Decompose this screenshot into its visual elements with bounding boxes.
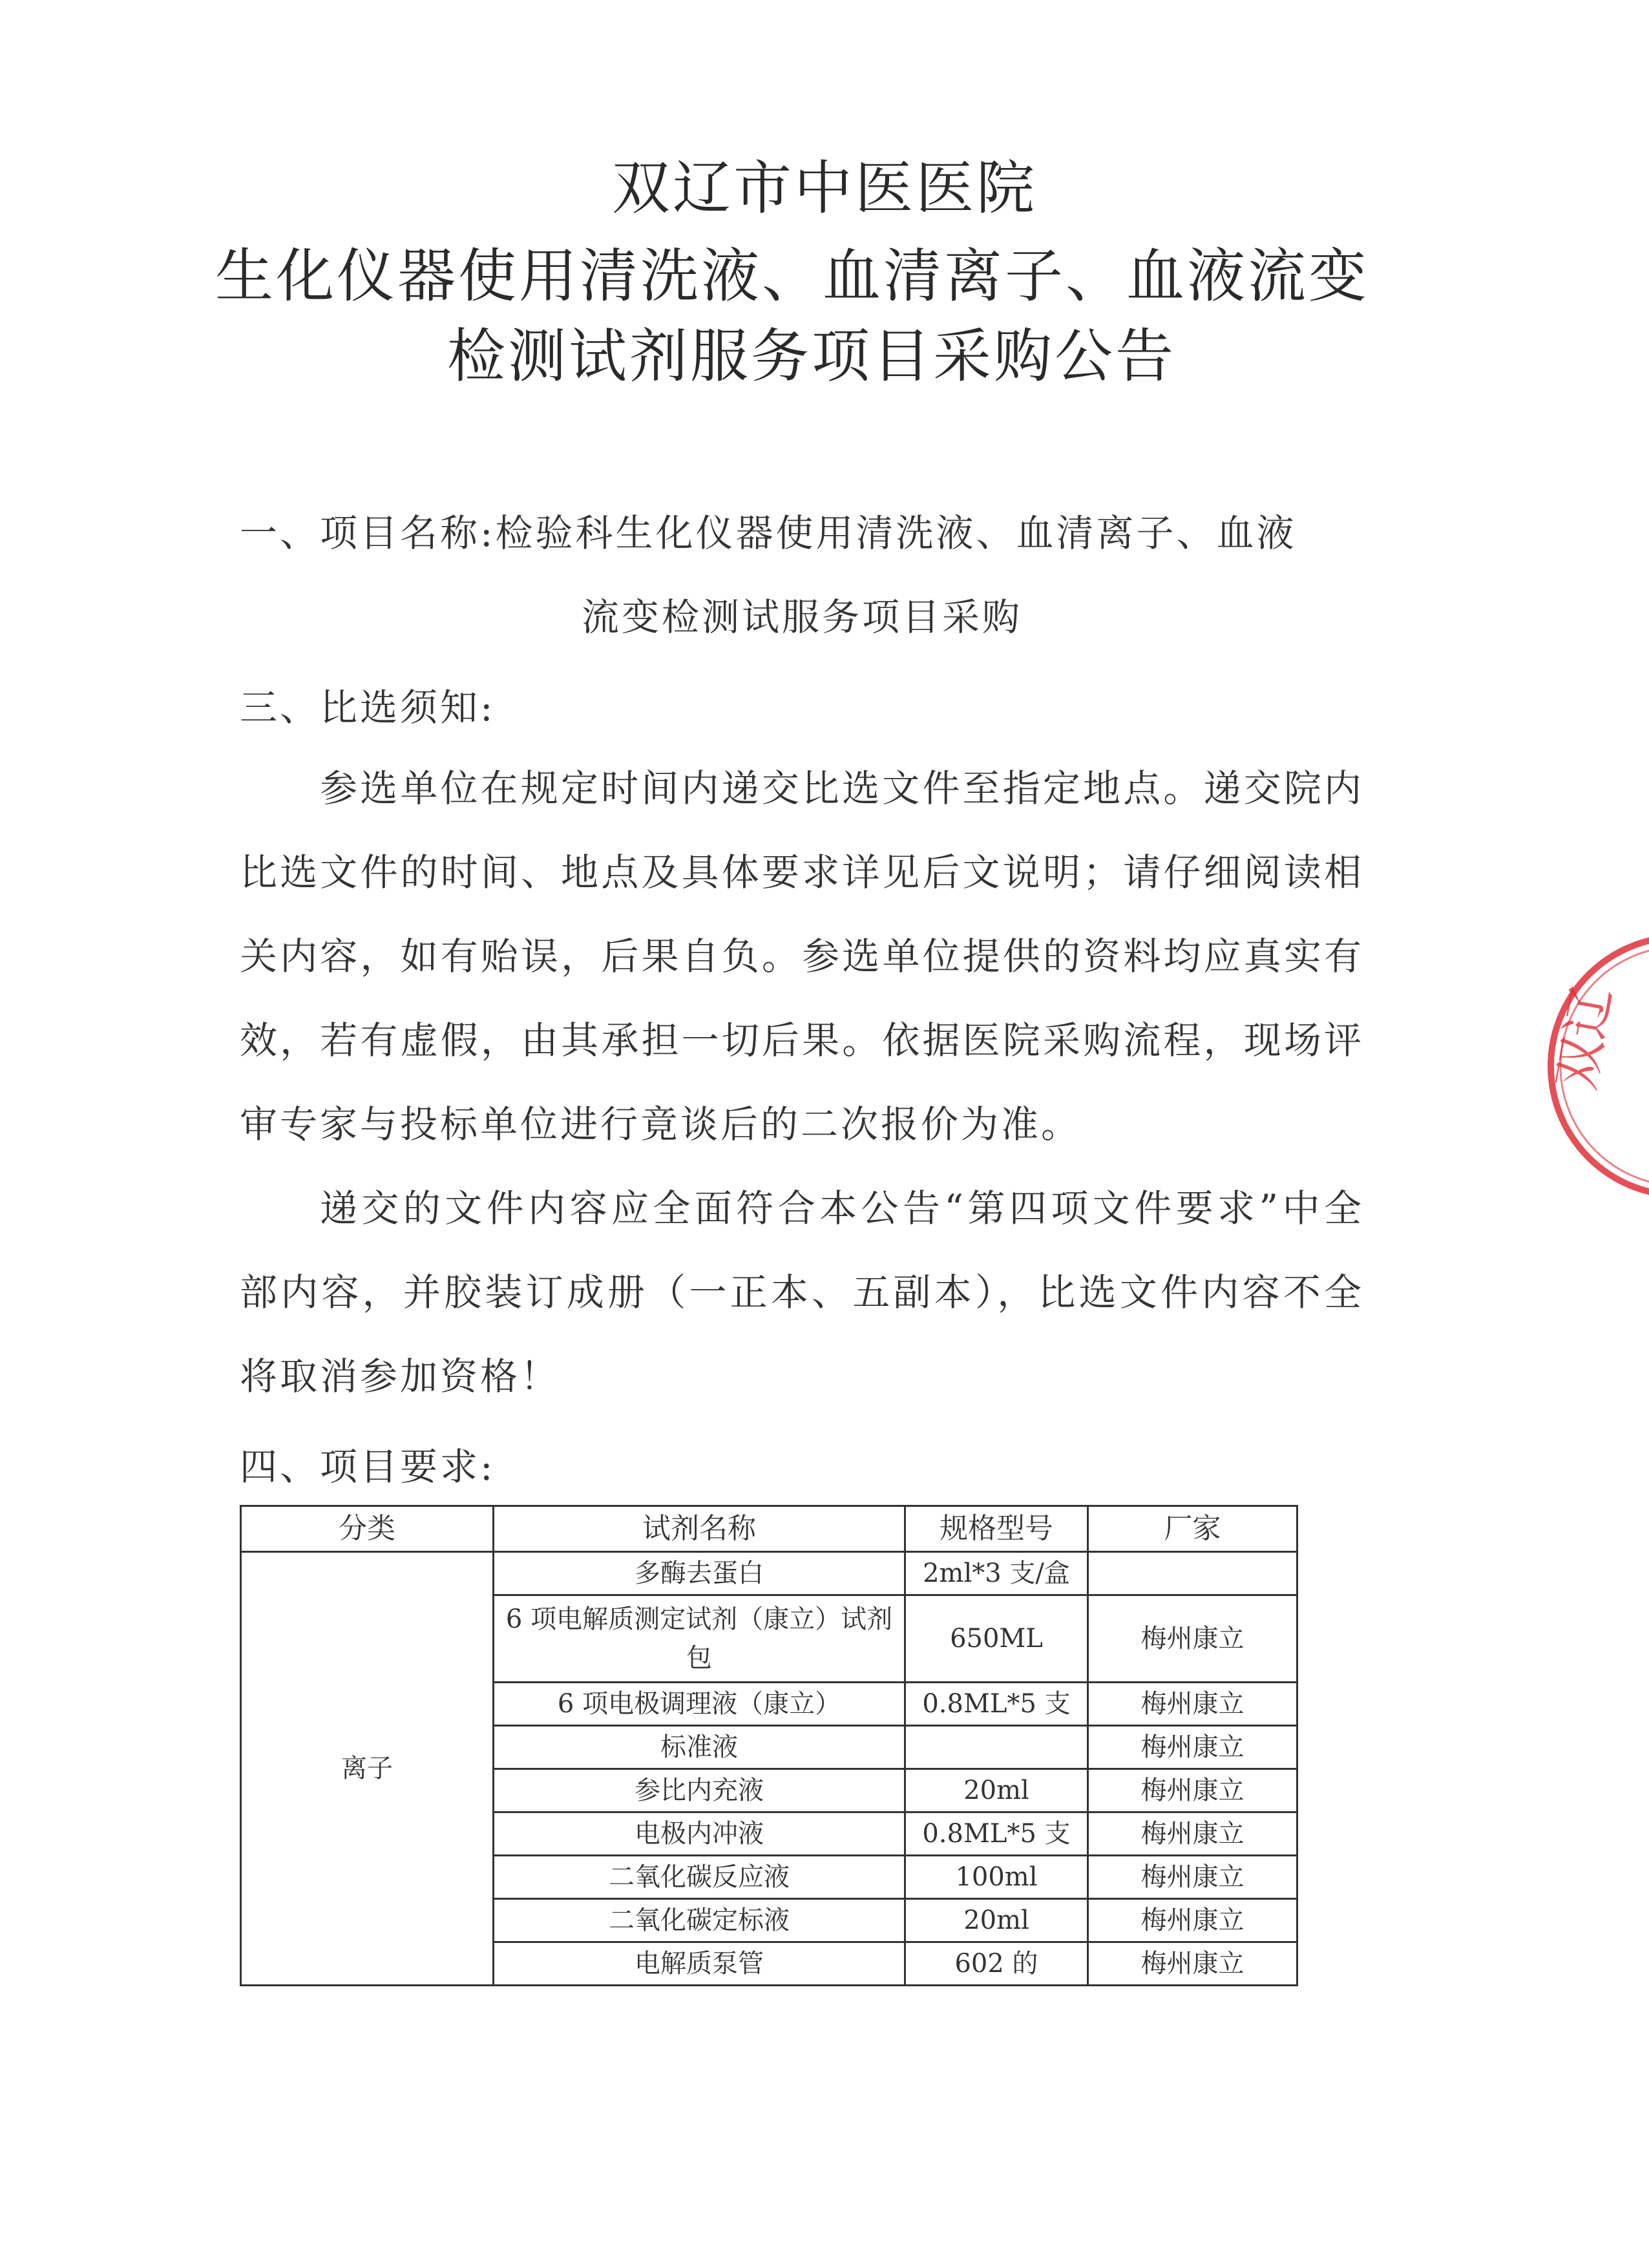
spec-cell: 2ml*3 支/盒 <box>905 1552 1088 1595</box>
category-cell: 离子 <box>241 1552 494 1986</box>
reagent-name-cell: 电解质泵管 <box>494 1942 905 1986</box>
manufacturer-cell: 梅州康立 <box>1088 1856 1297 1899</box>
spec-cell: 100ml <box>905 1856 1088 1899</box>
spec-cell: 650ML <box>905 1595 1088 1683</box>
reagent-name-cell: 标准液 <box>494 1726 905 1769</box>
table-header-row <box>241 1506 1297 1552</box>
spec-cell: 0.8ML*5 支 <box>905 1812 1088 1856</box>
header-reagent-name: 试剂名称 <box>494 1506 905 1552</box>
table-row <box>241 1552 1297 1595</box>
reagent-name-cell: 电极内冲液 <box>494 1812 905 1856</box>
header-manufacturer: 厂家 <box>1088 1506 1297 1552</box>
spec-cell: 20ml <box>905 1899 1088 1942</box>
header-category: 分类 <box>241 1506 494 1552</box>
reagent-name-cell: 6 项电解质测定试剂（康立）试剂包 <box>494 1595 905 1683</box>
manufacturer-cell <box>1088 1552 1297 1595</box>
manufacturer-cell: 梅州康立 <box>1088 1899 1297 1942</box>
manufacturer-cell: 梅州康立 <box>1088 1942 1297 1986</box>
project-name-section <box>240 491 1364 659</box>
red-seal-stamp <box>1531 930 1649 1202</box>
section-3-paragraph-2: 递交的文件内容应全面符合本公告“第四项文件要求”中全部内容，并胶装订成册（一正本、五副本），比选文件内容不全将取消参加资格！ <box>240 1186 1364 1398</box>
reagent-name-cell: 6 项电极调理液（康立） <box>494 1683 905 1726</box>
spec-cell: 0.8ML*5 支 <box>905 1683 1088 1726</box>
project-name-line-2: 流变检测试服务项目采购 <box>581 595 1022 639</box>
manufacturer-cell: 梅州康立 <box>1088 1812 1297 1856</box>
spec-cell: 602 的 <box>905 1942 1088 1986</box>
section-3-paragraph-1: 参选单位在规定时间内递交比选文件至指定地点。递交院内比选文件的时间、地点及具体要求详见后文说明；请仔细阅读相关内容，如有贻误，后果自负。参选单位提供的资料均应真实有效，若有虚假，由其承担一切后果。依据医院采购流程，现场评审专家与投标单位进行竟谈后的二次报价为准。 <box>240 766 1364 1146</box>
section-3-heading: 三、比选须知: <box>240 686 496 730</box>
section-4-heading: 四、项目要求: <box>240 1445 496 1489</box>
title-line-3: 检测试剂服务项目采购公告 <box>447 322 1176 390</box>
reagent-name-cell: 参比内充液 <box>494 1769 905 1812</box>
header-spec: 规格型号 <box>905 1506 1088 1552</box>
manufacturer-cell: 梅州康立 <box>1088 1683 1297 1726</box>
manufacturer-cell: 梅州康立 <box>1088 1769 1297 1812</box>
spec-cell <box>905 1726 1088 1769</box>
manufacturer-cell: 梅州康立 <box>1088 1595 1297 1683</box>
title-line-1: 双辽市中医医院 <box>612 154 1037 222</box>
svg-text:双辽: 双辽 <box>1546 982 1623 1095</box>
reagent-name-cell: 二氧化碳定标液 <box>494 1899 905 1942</box>
requirements-table <box>240 1505 1298 1986</box>
project-name-line-1: 一、项目名称:检验科生化仪器使用清洗液、血清离子、血液 <box>240 511 1297 555</box>
title-line-2: 生化仪器使用清洗液、血清离子、血液流变 <box>215 242 1369 310</box>
manufacturer-cell: 梅州康立 <box>1088 1726 1297 1769</box>
reagent-name-cell: 多酶去蛋白 <box>494 1552 905 1595</box>
reagent-name-cell: 二氧化碳反应液 <box>494 1856 905 1899</box>
spec-cell: 20ml <box>905 1769 1088 1812</box>
